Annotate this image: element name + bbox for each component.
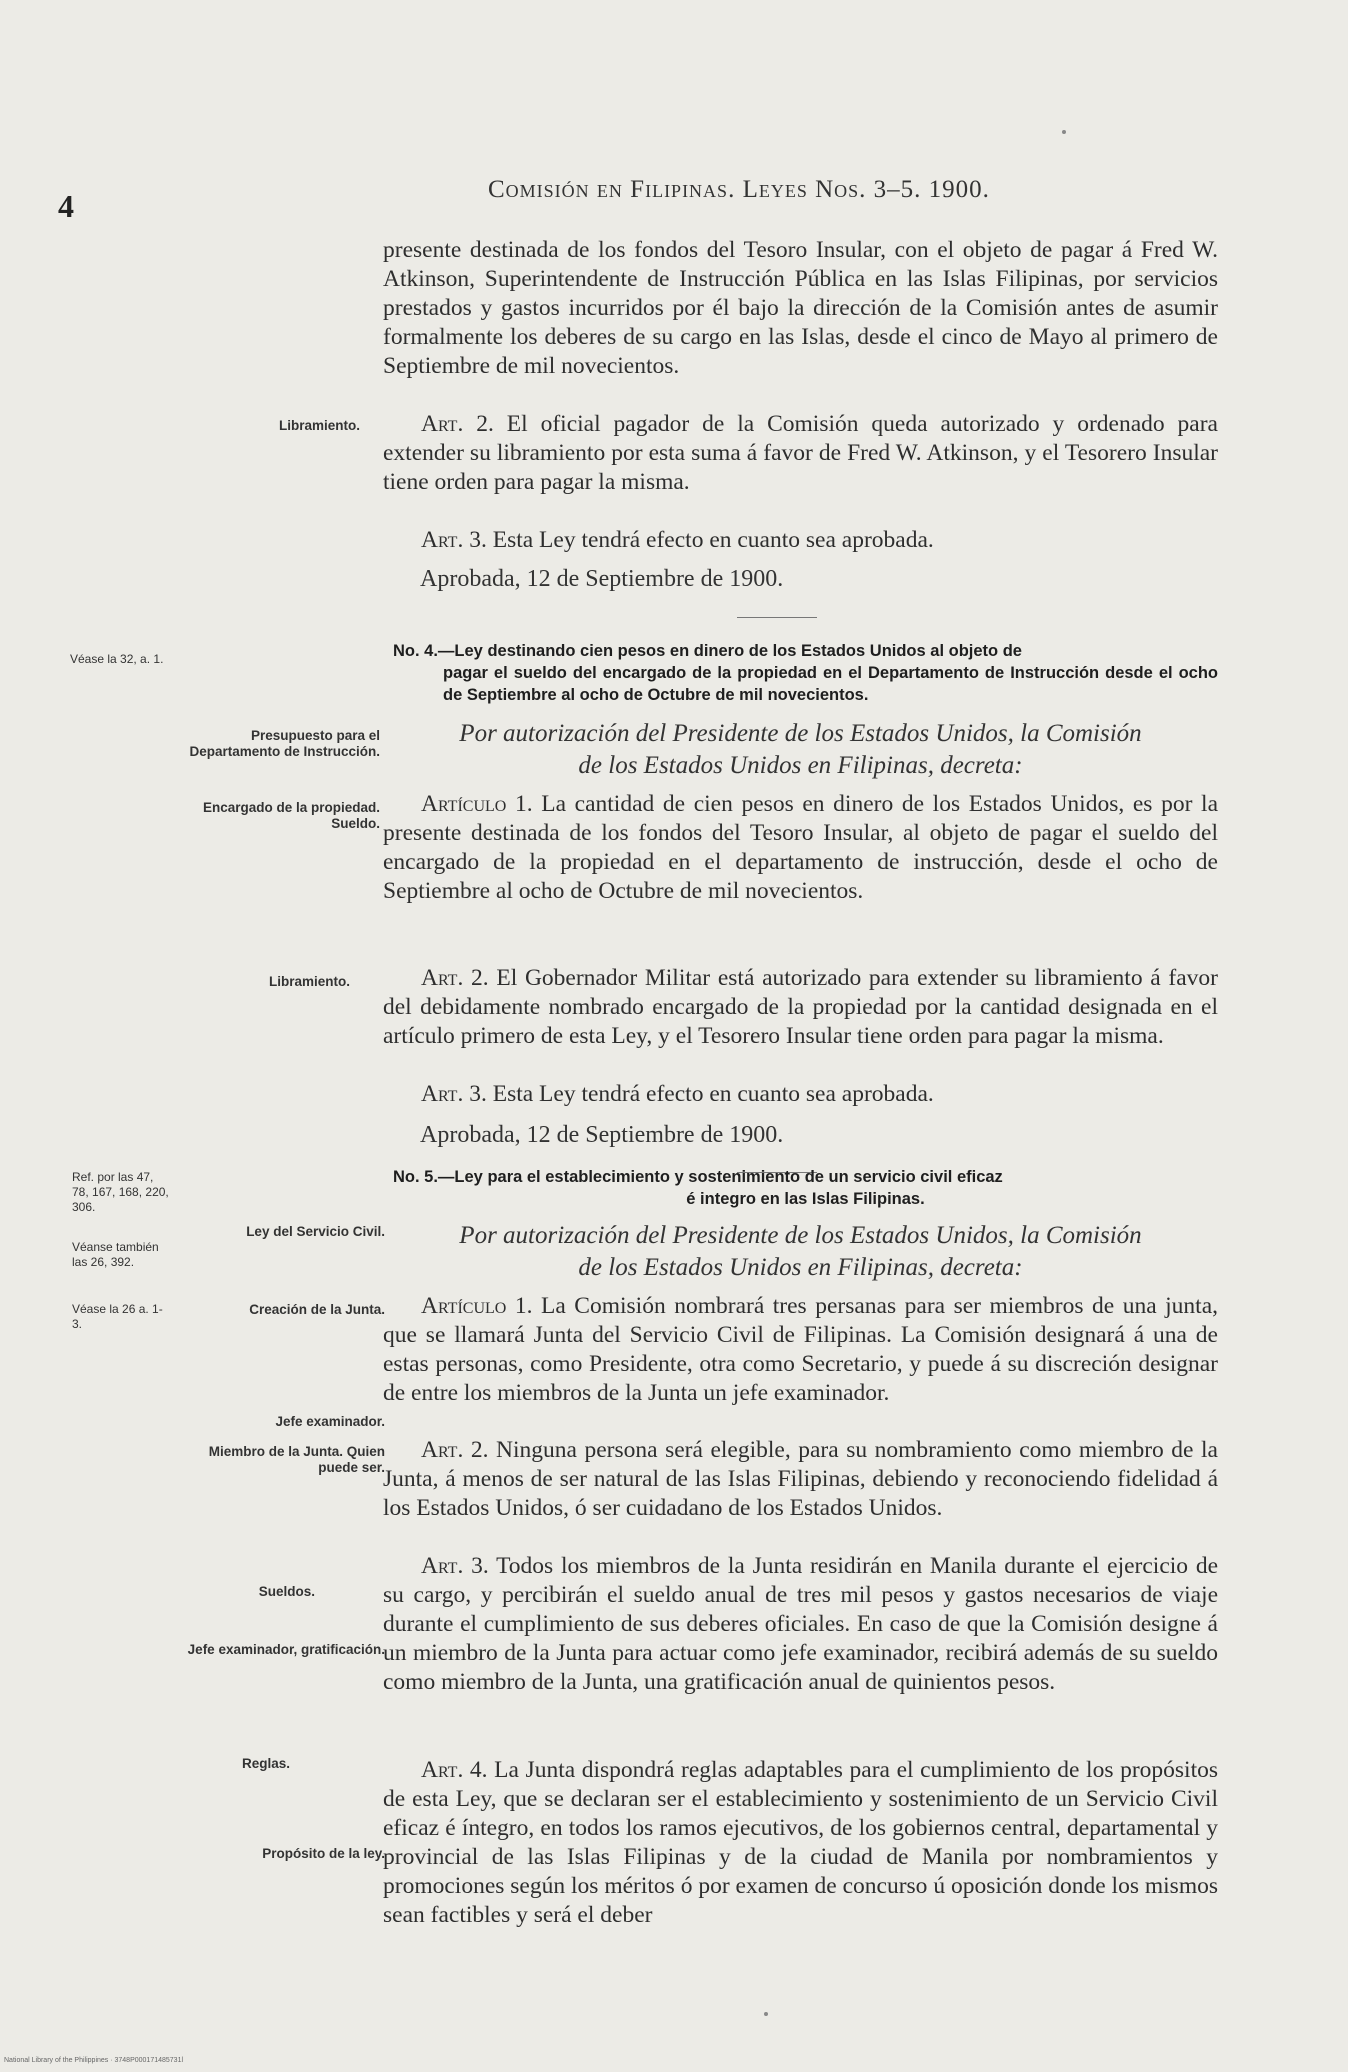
law3-article-2: Art. 2. El oficial pagador de la Comisión queda autorizado y ordenado para extender su libramiento por esta suma á favor de Fred W. Atkinson, y el Tesorero Insular tiene orden para pagar la misma. — [383, 411, 1218, 495]
law4-article-2: Art. 2. El Gobernador Militar está autorizado para extender su libramiento á favor del debidamente nombrado encargado de la propiedad por la cantidad designada en el artículo primero de esta Ley, y el Tesorero Insular tiene orden para pagar la misma. — [383, 965, 1218, 1049]
margin-note-sueldos: Sueldos. — [258, 1584, 315, 1599]
law5-title: No. 5.—Ley para el establecimiento y sostenimiento de un servicio civil eficaz é integro en las Islas Filipinas. — [393, 1168, 1003, 1208]
law4-title: No. 4.—Ley destinando cien pesos en dinero de los Estados Unidos al objeto de pagar el sueldo del encargado de la propiedad en el Departamento de Instrucción desde el ocho de Septiembre al ocho de Octubre de mil novecientos. — [393, 642, 1218, 704]
article-label: Art. 3. — [421, 527, 487, 553]
law5-decree: Por autorización del Presidente de los Estados Unidos, la Comisión de los Estados Unidos en Filipinas, decreta: — [459, 1222, 1142, 1281]
margin-note-vease-32: Véase la 32, a. 1. — [70, 652, 164, 666]
margin-note-jefe-examinador: Jefe examinador. — [275, 1414, 385, 1429]
law3-article-3: Art. 3. Esta Ley tendrá efecto en cuanto sea aprobada. — [421, 527, 934, 553]
running-header: Comisión en Filipinas. Leyes Nos. 3–5. 1900. — [488, 176, 990, 203]
margin-note-ley-servicio: Ley del Servicio Civil. — [246, 1224, 385, 1239]
margin-note-vease-26: Véase la 26 a. 1-3. — [72, 1302, 163, 1331]
margin-note-libramiento-2: Libramiento. — [268, 974, 350, 989]
section-divider — [737, 617, 817, 618]
law5-article-4: Art. 4. La Junta dispondrá reglas adaptables para el cumplimiento de los propósitos de esta Ley, que se declaran ser el establecimiento y sostenimiento de un Servicio Civil eficaz é íntegro, en todos los ramos ejecutivos, de los gobiernos central, departamental y provincial de las Islas Filipinas y de la ciudad de Manila por nombramientos y promociones según los méritos ó por examen de concurso ú oposición donde los mismos sean factibles y será el deber — [383, 1757, 1218, 1928]
article-label: Artículo 1. — [421, 1293, 533, 1319]
law3-approval-date: Aprobada, 12 de Septiembre de 1900. — [420, 566, 784, 592]
law3-paragraph-1: presente destinada de los fondos del Tesoro Insular, con el objeto de pagar á Fred W. Atkinson, Superintendente de Instrucción Pública en las Islas Filipinas, por servicios prestados y gastos incurridos por él bajo la dirección de la Comisión antes de asumir formalmente los deberes de su cargo en las Islas, desde el cinco de Mayo al primero de Septiembre de mil novecientos. — [383, 237, 1218, 379]
article-label: Art. 3. — [421, 1081, 487, 1107]
article-label: Art. 2. — [421, 1437, 489, 1463]
law5-article-3: Art. 3. Todos los miembros de la Junta residirán en Manila durante el ejercicio de su cargo, y percibirán el sueldo anual de tres mil pesos y gastos necesarios de viaje durante el cumplimiento de sus deberes oficiales. En caso de que la Comisión designe á un miembro de la Junta para actuar como jefe examinador, recibirá además de su sueldo como miembro de la Junta, una gratificación anual de quinientos pesos. — [383, 1553, 1218, 1695]
law4-article-3: Art. 3. Esta Ley tendrá efecto en cuanto sea aprobada. — [421, 1081, 934, 1107]
law5-article-1: Artículo 1. La Comisión nombrará tres persanas para ser miembros de una junta, que se llamará Junta del Servicio Civil de Filipinas. La Comisión designará á una de estas personas, como Presidente, otra como Secretario, y puede á su discreción designar de entre los miembros de la Junta un jefe examinador. — [383, 1293, 1219, 1406]
article-label: Artículo 1. — [421, 791, 533, 817]
margin-note-encargado: Encargado de la propiedad. Sueldo. — [202, 800, 380, 831]
scan-speck — [1062, 130, 1066, 134]
article-label: Art. 4. — [421, 1757, 488, 1783]
article-label: Art. 2. — [421, 965, 489, 991]
margin-note-proposito: Propósito de la ley. — [262, 1846, 385, 1861]
margin-note-libramiento: Libramiento. — [278, 418, 360, 433]
law4-approval-date: Aprobada, 12 de Septiembre de 1900. — [420, 1122, 784, 1148]
margin-note-presupuesto: Presupuesto para el Departamento de Instrucción. — [189, 728, 380, 759]
page-number: 4 — [58, 188, 74, 224]
scan-speck — [764, 2012, 768, 2016]
article-label: Art. 2. — [421, 411, 494, 437]
margin-note-miembro: Miembro de la Junta. Quien puede ser. — [208, 1444, 385, 1475]
margin-note-jefe-gratificacion: Jefe examinador, gratificación. — [187, 1642, 385, 1657]
law4-decree: Por autorización del Presidente de los Estados Unidos, la Comisión de los Estados Unidos en Filipinas, decreta: — [459, 720, 1142, 779]
margin-note-ref-por: Ref. por las 47, 78, 167, 168, 220, 306. — [72, 1170, 169, 1214]
law5-article-2: Art. 2. Ninguna persona será elegible, para su nombramiento como miembro de la Junta, á menos de ser natural de las Islas Filipinas, debiendo y reconociendo fidelidad á los Estados Unidos, ó ser cuidadano de los Estados Unidos. — [383, 1437, 1218, 1521]
margin-note-reglas: Reglas. — [241, 1756, 290, 1771]
margin-note-veanse: Véanse también las 26, 392. — [72, 1240, 159, 1269]
margin-note-creacion: Creación de la Junta. — [249, 1302, 385, 1317]
law4-article-1: Artículo 1. La cantidad de cien pesos en dinero de los Estados Unidos, es por la presente destinada de los fondos del Tesoro Insular, al objeto de pagar el sueldo del encargado de la propiedad en el departamento de instrucción, desde el ocho de Septiembre al ocho de Octubre de mil novecientos. — [383, 791, 1219, 904]
scan-footer: National Library of the Philippines · 3748P000171485731l — [4, 2057, 184, 2064]
article-label: Art. 3. — [421, 1553, 489, 1579]
